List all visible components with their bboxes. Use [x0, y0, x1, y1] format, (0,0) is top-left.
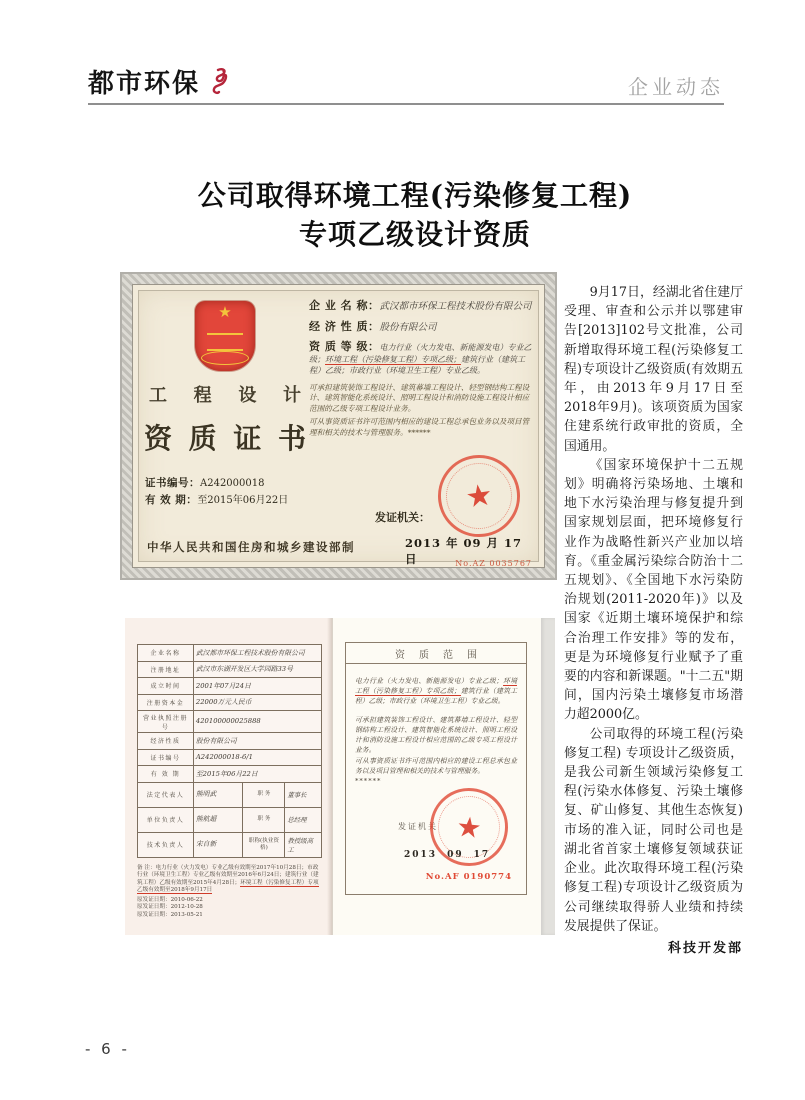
- table-row-label: 营业执照注册号: [142, 714, 188, 731]
- validity-row: [145, 492, 305, 509]
- cert-number-value: A242000018: [200, 478, 265, 489]
- scope-box-header: 资质范围: [346, 643, 526, 664]
- scope-paragraph-1: 可承担建筑装饰工程设计、建筑幕墙工程设计、轻型钢结构工程设计、建筑智能化系统设计、照明工程设计和消防设施工程设计相应范围的乙级专项工程设计业务。: [355, 716, 517, 754]
- scope-paragraph-2: 可从事资质证书许可范围内相应的建设工程总承包业务以及项目管理和相关的技术与管理服务。******: [309, 416, 530, 437]
- table-row-label: 成立时间: [150, 683, 181, 691]
- table-row-label: 注册地址: [150, 666, 181, 674]
- scope-grade-paragraph: [355, 676, 517, 706]
- table-row-label: 法定代表人: [146, 792, 185, 799]
- table-row: [138, 695, 321, 712]
- table-row-value: 股份有限公司: [193, 733, 321, 749]
- table-row-value: 2001年07月24日: [193, 678, 321, 694]
- original-issue-date: 原发证日期：2010-06-22: [137, 896, 203, 903]
- grade-text-post: 建筑行业（建筑工程）乙级；市政行业（环境卫生工程）专业乙级。: [309, 354, 525, 375]
- article-paragraphs: [564, 283, 743, 936]
- table-row-position-value: 教授级高工: [284, 833, 321, 857]
- emblem-ring: [201, 351, 249, 365]
- qualification-grade-label: 资 质 等 级：: [309, 340, 380, 353]
- certificate-photo-1: [120, 272, 555, 580]
- issue-year: 2013: [404, 850, 438, 860]
- scan-background-strip: [541, 618, 555, 935]
- article-title-line2: 专项乙级设计资质: [298, 218, 531, 251]
- official-seal-icon: [433, 450, 526, 543]
- certificate1-right-column: [309, 297, 534, 568]
- scope-text-pre: 电力行业（火力发电、新能源发电）专业乙级；: [355, 677, 503, 685]
- issue-date: [404, 850, 500, 860]
- table-row: [138, 678, 321, 695]
- seal-star: ★: [454, 809, 484, 845]
- table-row-value: 武汉市东湖开发区大学园路33号: [193, 662, 321, 678]
- company-name-label: 企 业 名 称：: [309, 299, 380, 312]
- issuing-authority-label: 发证机关：: [375, 511, 430, 524]
- validity-value: 至2015年06月22日: [197, 495, 289, 506]
- table-row: [138, 766, 321, 783]
- table-row: [138, 833, 321, 857]
- table-row-label: 企业名称: [150, 650, 181, 658]
- national-emblem-icon: [195, 301, 255, 371]
- table-row-position-value: 董事长: [284, 783, 321, 807]
- title-char: 资: [144, 422, 173, 455]
- table-row-label: 单位负责人: [146, 817, 185, 824]
- table-row-label: 注册资本金: [146, 699, 185, 707]
- cert-number-label: 证书编号：: [145, 477, 200, 489]
- article-paragraph: 公司取得的环境工程(污染修复工程) 专项设计乙级资质，是我公司新生领域污染修复工程(污染水体修复、污染土壤修复、矿山修复、其他生态恢复)市场的准入证，同时公司也是湖北省首家土壤修复领域获证企业。此次取得环境工程(污染修复工程)专项设计乙级资质为公司继续取得骄人业绩和持续发展提供了保证。: [564, 726, 743, 934]
- remark-highlight: 环境工程（污染修复工程）专项乙级有效期至2018年9月17日: [137, 879, 319, 894]
- logo-text: 都市环保: [88, 69, 201, 99]
- qualification-grade-row: [309, 341, 534, 377]
- article-paragraph: 9月17日，经湖北省住建厅受理、审查和公示并以鄂建审告[2013]102号文批准，公司新增取得环境工程(污染修复工程)专项设计乙级资质(有效期五年，由2013年9月17日至2018年9月)。该项资质为国家住建系统行政审批的资质，全国通用。: [564, 285, 743, 454]
- issue-date: 2013 年 09 月 17 日: [405, 536, 523, 566]
- article-body: [564, 283, 743, 958]
- table-row-value: 宋自新: [193, 833, 242, 857]
- scope-paragraph-2-text: 可从事资质证书许可范围内相应的建设工程总承包业务以及项目管理和相关的技术与管理服务。: [355, 757, 517, 775]
- table-row-position-label: 职 务: [242, 783, 284, 807]
- page-header: [88, 60, 724, 105]
- table-row-value: 熊明武: [193, 783, 242, 807]
- title-char: 程: [193, 385, 212, 406]
- validity-label: 有 效 期：: [145, 494, 198, 506]
- seal-star: ★: [463, 476, 495, 516]
- table-row: [138, 662, 321, 679]
- certificate1-meta: [145, 475, 305, 509]
- company-name-row: [309, 299, 534, 313]
- economic-nature-row: [309, 320, 534, 334]
- certificate2-left-page: [125, 618, 333, 935]
- table-row-position-label: 职称(执业资格): [242, 833, 284, 857]
- table-row-label: 技术负责人: [146, 842, 185, 849]
- table-row: [138, 711, 321, 733]
- table-row-label: 有 效 期: [150, 771, 181, 779]
- emblem-gate: [207, 333, 243, 351]
- table-row-value: 420100000025888: [193, 711, 321, 732]
- issue-day: 17: [473, 850, 491, 860]
- title-char: 设: [238, 385, 257, 406]
- certificate2-table: [137, 644, 322, 858]
- serial-number: No.AZ 0035767: [455, 559, 532, 568]
- article-signature: 科技开发部: [667, 940, 743, 956]
- section-label: 企业动态: [628, 75, 724, 99]
- title-char: 工: [149, 385, 167, 406]
- title-char: 质: [188, 422, 217, 455]
- certificate-photo-2: [125, 618, 555, 935]
- table-row: [138, 750, 321, 767]
- economic-nature-label: 经 济 性 质：: [309, 320, 380, 333]
- table-row-value: A242000018-6/1: [193, 750, 321, 766]
- certificate1-left-column: [141, 297, 309, 559]
- cert-number-row: [145, 475, 305, 492]
- table-row: [138, 808, 321, 833]
- title-char: 证: [233, 422, 262, 455]
- grade-text-highlight: 环境工程（污染修复工程）专项乙级；: [325, 354, 461, 364]
- scope-text-post: 建筑行业（建筑工程）乙级；市政行业（环境卫生工程）专业乙级。: [355, 687, 517, 705]
- certificate2-remark: [137, 865, 322, 895]
- logo-phoenix-icon: [204, 67, 230, 97]
- page-number: - 6 -: [85, 1040, 130, 1058]
- table-row: [138, 783, 321, 808]
- certificate1-paper: [132, 284, 545, 568]
- table-row-value: 22000万元人民币: [193, 695, 321, 711]
- table-row-label: 证书编号: [150, 754, 181, 762]
- company-name-value: 武汉都市环保工程技术股份有限公司: [379, 301, 532, 312]
- certificate1-ornate-frame: [120, 272, 557, 580]
- issue-month: 09: [447, 850, 464, 860]
- table-row-position-label: 职 务: [242, 808, 284, 832]
- scope-box-body: [346, 664, 526, 786]
- table-row-value: 熊航超: [193, 808, 242, 832]
- original-issue-date: 原发证日期：2013-05-21: [137, 911, 203, 918]
- ministry-line: 中华人民共和国住房和城乡建设部制: [147, 540, 355, 554]
- table-row-value: 武汉都市环保工程技术股份有限公司: [193, 645, 321, 661]
- scope-text-highlight: 环境工程（污染修复工程）专项乙级；: [355, 677, 517, 695]
- original-issue-dates: [137, 897, 322, 919]
- article-title-line1: 公司取得环境工程(污染修复工程): [197, 179, 633, 212]
- economic-nature-value: 股份有限公司: [379, 322, 437, 333]
- article-title: [85, 176, 745, 254]
- serial-number: No.AF 0190774: [425, 872, 512, 882]
- scope-box: [345, 642, 527, 895]
- certificate2-right-page: [333, 618, 541, 935]
- scope-paragraph-2: [355, 756, 517, 776]
- title-char: 计: [282, 385, 301, 406]
- remark-text: 备 注：电力行业（火力发电）专业乙级有效期至2017年10月28日；市政行业（环境卫生工程）专业乙级有效期至2016年6月24日；建筑行业（建筑工程）乙级有效期至2015年4月28日；: [137, 864, 319, 886]
- table-row: [138, 733, 321, 750]
- emblem-star: ★: [218, 303, 232, 321]
- brand-logo: [88, 67, 230, 97]
- article-paragraph: 《国家环境保护十二五规划》明确将污染场地、土壤和地下水污染治理与修复提升到国家规划层面，把环境修复行业作为战略性新兴产业加以培育。《重金属污染综合防治十二五规划》、《全国地下水污染防治规划(2011-2020年)》以及国家《近期土壤环境保护和综合治理工作安排》等的发布，更是为环境修复行业赋予了重要的内容和新课题。"十二五"期间，国内污染土壤修复市场潜力超2000亿。: [564, 457, 743, 723]
- table-row-label: 经济性质: [150, 738, 181, 746]
- table-row-position-value: 总经理: [284, 808, 321, 832]
- title-char: 书: [277, 422, 306, 455]
- grade-text-pre: 电力行业（火力发电、新能源发电）专业乙级；: [309, 343, 532, 364]
- table-row-value: 至2015年06月22日: [193, 766, 321, 782]
- stars-mark: ******: [355, 777, 382, 785]
- certificate1-title-main: [144, 417, 306, 457]
- scope-paragraph-1: 可承担建筑装饰工程设计、建筑幕墙工程设计、轻型钢结构工程设计、建筑智能化系统设计、照明工程设计和消防设施工程设计相应范围的乙级专项工程设计业务。: [309, 382, 530, 414]
- original-issue-date: 原发证日期：2012-10-28: [137, 904, 203, 911]
- issuing-authority-label: 发证机关: [398, 822, 438, 831]
- table-row: [138, 645, 321, 662]
- certificate1-title-top: [149, 381, 301, 407]
